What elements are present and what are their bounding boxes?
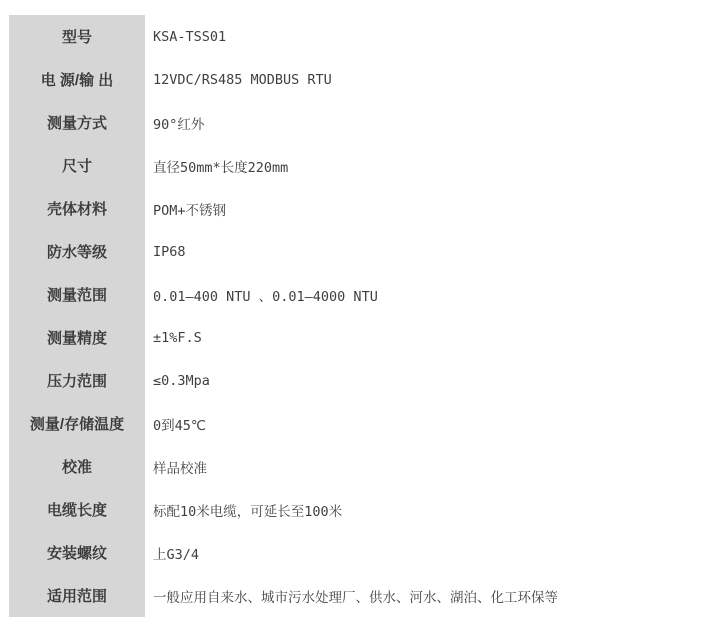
spec-label: 压力范围 xyxy=(9,359,145,402)
spec-label: 尺寸 xyxy=(9,144,145,187)
spec-value: 0到45℃ xyxy=(145,402,701,445)
spec-table-row xyxy=(9,101,701,144)
spec-label: 电 源/输 出 xyxy=(9,58,145,101)
spec-value: 90°红外 xyxy=(145,101,701,144)
spec-value: 样品校准 xyxy=(145,445,701,488)
spec-value: 直径50mm*长度220mm xyxy=(145,144,701,187)
spec-table-row xyxy=(9,359,701,402)
spec-table-row xyxy=(9,15,701,58)
spec-label: 适用范围 xyxy=(9,574,145,617)
spec-label: 测量范围 xyxy=(9,273,145,316)
spec-table-body xyxy=(9,15,701,617)
spec-value: 标配10米电缆，可延长至100米 xyxy=(145,488,701,531)
spec-value: KSA-TSS01 xyxy=(145,15,701,58)
spec-label: 壳体材料 xyxy=(9,187,145,230)
spec-label: 电缆长度 xyxy=(9,488,145,531)
spec-label: 防水等级 xyxy=(9,230,145,273)
spec-table-row xyxy=(9,574,701,617)
spec-label: 安装螺纹 xyxy=(9,531,145,574)
spec-table-row xyxy=(9,316,701,359)
spec-table-row xyxy=(9,58,701,101)
spec-value: 上G3/4 xyxy=(145,531,701,574)
spec-table-row xyxy=(9,445,701,488)
spec-label: 测量方式 xyxy=(9,101,145,144)
spec-label: 型号 xyxy=(9,15,145,58)
spec-label: 校准 xyxy=(9,445,145,488)
spec-table-row xyxy=(9,531,701,574)
spec-value: 0.01—400 NTU 、0.01—4000 NTU xyxy=(145,273,701,316)
spec-table-row xyxy=(9,187,701,230)
spec-label: 测量/存储温度 xyxy=(9,402,145,445)
spec-table-row xyxy=(9,230,701,273)
spec-label: 测量精度 xyxy=(9,316,145,359)
spec-value: IP68 xyxy=(145,230,701,273)
product-spec-table xyxy=(9,15,701,617)
spec-table-row xyxy=(9,144,701,187)
spec-value: ±1%F.S xyxy=(145,316,701,359)
spec-value: 一般应用自来水、城市污水处理厂、供水、河水、湖泊、化工环保等 xyxy=(145,574,701,617)
spec-table-row xyxy=(9,273,701,316)
spec-value: POM+不锈钢 xyxy=(145,187,701,230)
spec-value: 12VDC/RS485 MODBUS RTU xyxy=(145,58,701,101)
spec-value: ≤0.3Mpa xyxy=(145,359,701,402)
spec-table-row xyxy=(9,488,701,531)
spec-table-row xyxy=(9,402,701,445)
